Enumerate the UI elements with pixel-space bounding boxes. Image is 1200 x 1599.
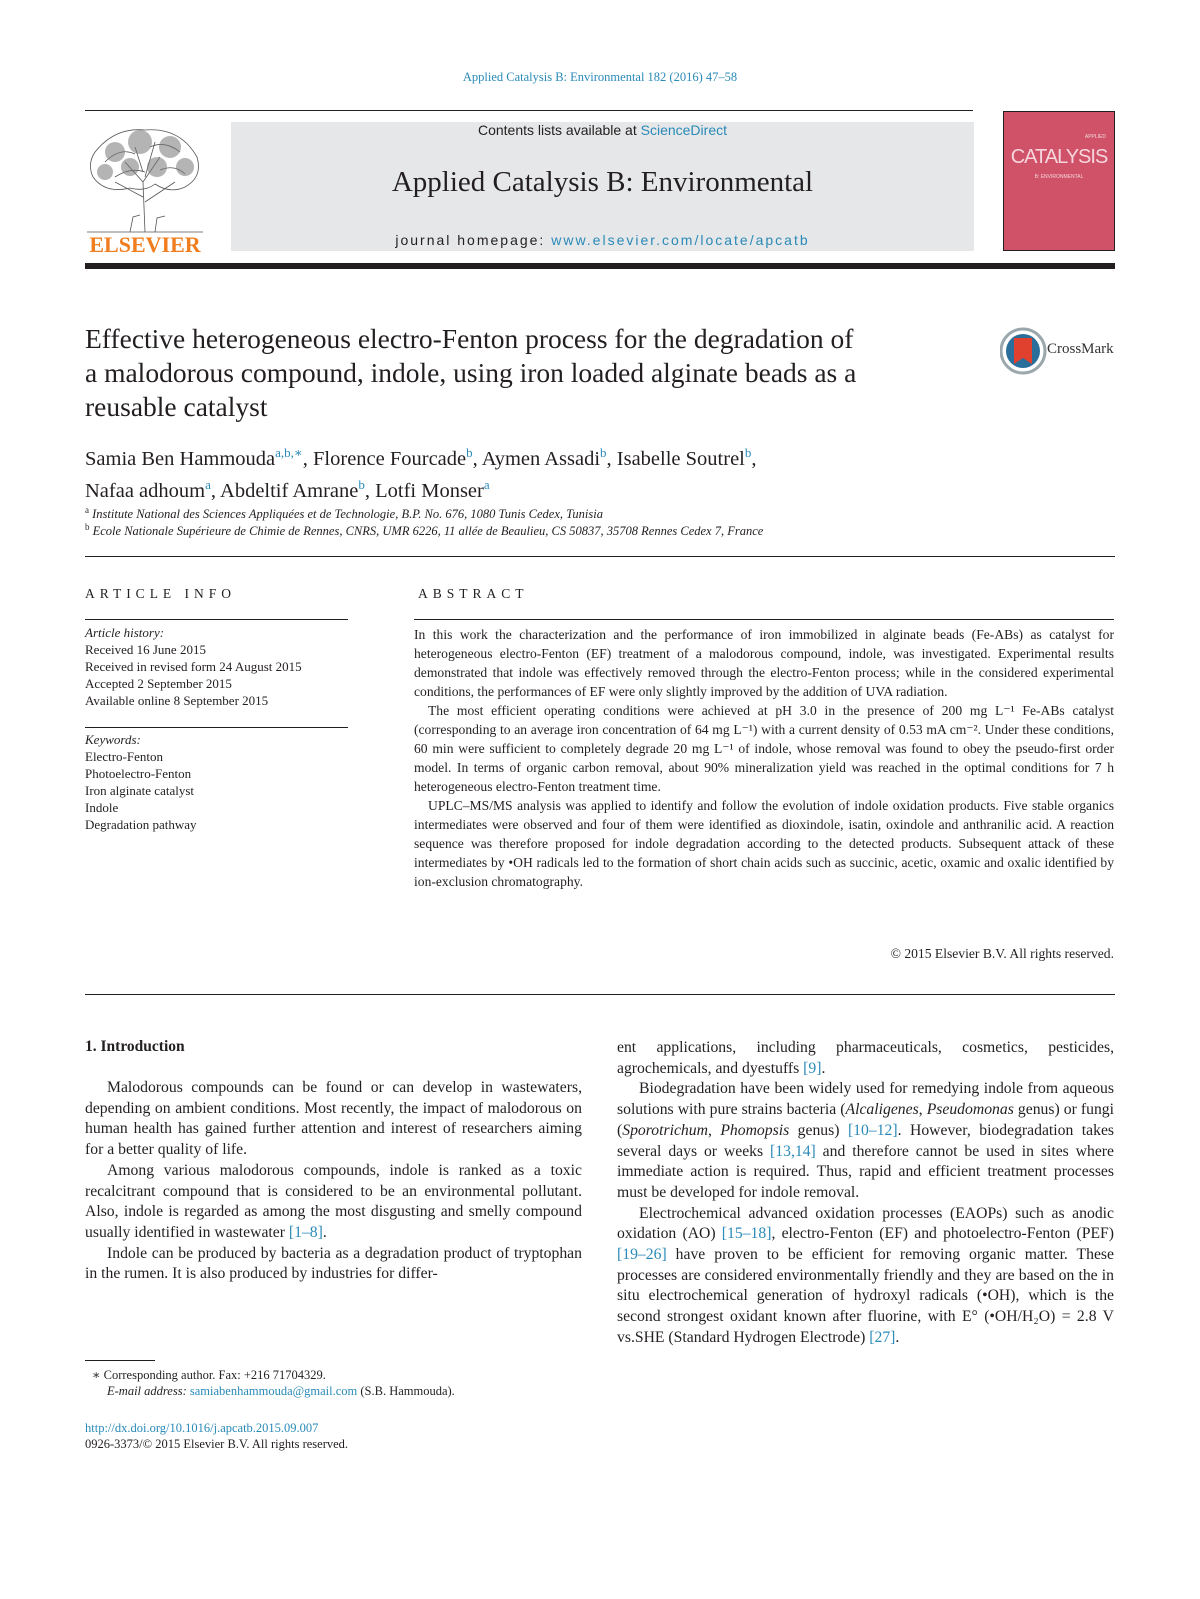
- keywords-label: Keywords:: [85, 732, 141, 747]
- paragraph-text: and therefore cannot be used in sites where immediate action is required. Thus, rapid and efficient treatment processes must be developed for indole removal.: [617, 1142, 1114, 1201]
- affiliation-mark: a: [85, 505, 89, 515]
- paragraph-text: ent applications, including pharmaceuticals, cosmetics, pesticides, agrochemicals, and dyestuffs: [617, 1039, 1114, 1077]
- author-separator: ,: [751, 447, 757, 470]
- history-item: Accepted 2 September 2015: [85, 676, 232, 691]
- citation-link[interactable]: [1–8]: [288, 1223, 323, 1241]
- cover-title: CATALYSIS: [1010, 146, 1108, 168]
- author[interactable]: Lotfi Monser: [375, 479, 484, 502]
- author-list: [85, 440, 1085, 504]
- author-separator: ,: [472, 447, 482, 470]
- journal-homepage-link[interactable]: www.elsevier.com/locate/apcatb: [551, 232, 810, 248]
- author-affiliation-mark[interactable]: a: [205, 476, 211, 492]
- author-separator: ,: [210, 479, 221, 502]
- abstract-body: [414, 625, 1114, 891]
- body-paragraph: Malodorous compounds can be found or can develop in wastewaters, depending on ambient conditions. Most recently, the impact of malodorous on human health has gained further attention and interest of researchers aiming for a better quality of life.: [85, 1079, 582, 1159]
- contents-prefix: Contents lists available at: [477, 122, 641, 138]
- abstract-copyright: © 2015 Elsevier B.V. All rights reserved.: [890, 946, 1114, 961]
- header-thick-rule: [85, 263, 1115, 269]
- crossmark-label[interactable]: CrossMark: [1047, 341, 1114, 357]
- paragraph-text: genus) or fungi (: [617, 1101, 1115, 1139]
- email-label: E-mail address:: [107, 1384, 190, 1398]
- author[interactable]: Samia Ben Hammouda: [85, 447, 276, 470]
- article-info-rule: [85, 619, 348, 620]
- body-column-left: [85, 1078, 582, 1285]
- species-name: Phomopsis: [720, 1121, 790, 1139]
- paragraph-text: Biodegradation have been widely used for remedying indole from aqueous solutions with pure strains bacteria (: [617, 1080, 1114, 1119]
- cover-top-text: APPLIED: [1084, 134, 1106, 140]
- author-affiliation-mark[interactable]: a: [483, 476, 490, 492]
- affiliation-text: Institute National des Sciences Appliquées et de Technologie, B.P. No. 676, 1080 Tunis Cedex, Tunisia: [92, 507, 603, 522]
- abstract-paragraph: In this work the characterization and the performance of iron immobilized in alginate beads (Fe-ABs) as catalyst for heterogeneous electro-Fenton (EF) treatment of a malodorous compound, indole, was investigated. Experimental results demonstrated that indole was effectively removed through the electro-Fenton process; while in the considered experimental conditions, the performances of EF were only slightly improved by the addition of UVA radiation.: [414, 627, 1114, 699]
- body-paragraph: [617, 1079, 1114, 1203]
- abstract-rule: [414, 619, 1114, 620]
- keyword: Indole: [85, 800, 119, 815]
- affiliation-mark: b: [85, 522, 90, 532]
- keyword: Iron alginate catalyst: [85, 783, 195, 798]
- paragraph-text: ,: [918, 1101, 927, 1119]
- history-list: [85, 641, 302, 709]
- paragraph-text: Electrochemical advanced oxidation processes (EAOPs) such as anodic oxidation (AO): [617, 1204, 1114, 1243]
- citation-link[interactable]: [13,14]: [770, 1142, 816, 1160]
- paragraph-text: have proven to be efficient for removing organic matter. These processes are considered environmentally friendly and they are based on the in situ electrochemical generation of hydroxyl radicals (•OH), which is the second strongest oxidant known after fluorine, with E° (•OH/H₂O) = 2.8 V vs.SHE (Standard Hydrogen Electrode): [617, 1246, 1114, 1346]
- elsevier-wordmark: ELSEVIER: [89, 232, 201, 257]
- footnote-rule: [85, 1360, 155, 1361]
- citation-link[interactable]: [27]: [869, 1328, 896, 1346]
- citation-link[interactable]: [19–26]: [617, 1246, 667, 1264]
- author-separator: ,: [364, 479, 376, 502]
- history-label: Article history:: [85, 625, 165, 640]
- paragraph-text: .: [322, 1223, 327, 1241]
- journal-title: Applied Catalysis B: Environmental: [391, 166, 814, 198]
- article-info-heading: ARTICLE INFO: [85, 586, 237, 601]
- author-affiliation-mark[interactable]: b: [600, 445, 607, 460]
- abstract-paragraph: UPLC–MS/MS analysis was applied to identify and follow the evolution of indole oxidation products. Five stable organics intermediates were observed and four of them were identified as dioxindole, isatin, oxindole and anthranilic acid. A reaction sequence was therefore proposed for indole degradation according to the detected products. Subsequent attack of these intermediates by •OH radicals led to the formation of short chain acids such as succinic, acetic, oxamic and oxalic identified by ion-exclusion chromatography.: [414, 798, 1114, 889]
- author[interactable]: Isabelle Soutrel: [616, 447, 745, 470]
- body-paragraph: [617, 1038, 1114, 1079]
- homepage-prefix: journal homepage:: [395, 232, 552, 248]
- history-item: Available online 8 September 2015: [85, 693, 269, 708]
- article-title-line: Effective heterogeneous electro-Fenton process for the degradation of: [85, 323, 854, 354]
- journal-reference-link[interactable]: Applied Catalysis B: Environmental 182 (2016) 47–58: [462, 70, 738, 84]
- author-separator: ,: [606, 447, 617, 470]
- affiliation-text: Ecole Nationale Supérieure de Chimie de Rennes, CNRS, UMR 6226, 11 allée de Beaulieu, CS 50837, 35708 Rennes Cedex 7, France: [92, 524, 764, 539]
- paragraph-text: .: [821, 1059, 826, 1077]
- introduction-heading: 1. Introduction: [85, 1038, 185, 1055]
- article-title-line: reusable catalyst: [85, 391, 268, 422]
- author-affiliation-mark[interactable]: a,b,∗: [275, 445, 303, 460]
- article-title-line: a malodorous compound, indole, using iron loaded alginate beads as a: [85, 357, 857, 388]
- paragraph-text: .: [895, 1328, 900, 1346]
- paragraph-text: ,: [707, 1121, 721, 1139]
- species-name: Alcaligenes: [845, 1101, 919, 1119]
- author-affiliation-mark[interactable]: b: [466, 445, 473, 460]
- paragraph-text: genus): [789, 1121, 848, 1139]
- species-name: Sporotrichum: [622, 1121, 708, 1139]
- paragraph-text: , electro-Fenton (EF) and photoelectro-Fenton (PEF): [771, 1225, 1114, 1243]
- body-paragraph: [617, 1204, 1114, 1349]
- paragraph-text: . However, biodegradation takes several days or weeks: [617, 1121, 1115, 1160]
- history-item: Received 16 June 2015: [85, 642, 206, 657]
- author-affiliation-mark[interactable]: b: [358, 476, 365, 492]
- section-rule: [85, 556, 1115, 557]
- abstract-paragraph: The most efficient operating conditions were achieved at pH 3.0 in the presence of 200 mg L⁻¹ Fe-ABs catalyst (corresponding to an average iron concentration of 64 mg L⁻¹) with a current density of 0.53 mA cm⁻². Under these conditions, 60 min were sufficient to completely degrade 20 mg L⁻¹ of indole, whose removal was found to obey the pseudo-first order model. In terms of organic carbon removal, about 90% mineralization yield was reached in the optimal conditions for 7 h heterogeneous electro-Fenton treatment time.: [414, 703, 1114, 794]
- article-title: [85, 322, 985, 424]
- contents-line: [231, 122, 974, 138]
- keywords-list: [85, 748, 197, 833]
- author[interactable]: Abdeltif Amrane: [220, 479, 359, 502]
- history-item: Received in revised form 24 August 2015: [85, 659, 302, 674]
- citation-link[interactable]: [9]: [803, 1059, 822, 1077]
- author[interactable]: Aymen Assadi: [481, 447, 601, 470]
- sciencedirect-link[interactable]: ScienceDirect: [640, 122, 727, 138]
- abstract-heading: ABSTRACT: [418, 586, 529, 601]
- author-affiliation-mark[interactable]: b: [744, 445, 752, 460]
- species-name: Pseudomonas: [926, 1101, 1014, 1119]
- article-info-rule: [85, 727, 348, 728]
- doi-link[interactable]: http://dx.doi.org/10.1016/j.apcatb.2015.09.007: [85, 1421, 319, 1435]
- body-paragraph: [85, 1161, 582, 1244]
- author[interactable]: Florence Fourcade: [313, 447, 467, 470]
- email-link[interactable]: samiabenhammouda@gmail.com: [189, 1384, 358, 1398]
- affiliation-a: [85, 505, 1115, 522]
- header-top-rule: [85, 110, 973, 111]
- issn-line: 0926-3373/© 2015 Elsevier B.V. All rights reserved.: [85, 1437, 349, 1451]
- body-paragraph: Indole can be produced by bacteria as a degradation product of tryptophan in the rumen. It is also produced by industries for differ-: [85, 1244, 582, 1283]
- keyword: Degradation pathway: [85, 817, 197, 832]
- journal-homepage-line: [231, 232, 974, 248]
- email-note: [107, 1384, 455, 1399]
- keyword: Photoelectro-Fenton: [85, 766, 192, 781]
- section-rule: [85, 994, 1115, 995]
- email-suffix: (S.B. Hammouda).: [357, 1384, 455, 1398]
- body-column-right: [617, 1038, 1114, 1349]
- journal-cover-thumbnail[interactable]: [1003, 111, 1115, 251]
- affiliation-b: [85, 522, 1115, 539]
- author-separator: ,: [302, 447, 314, 470]
- corresponding-author-note: ∗ Corresponding author. Fax: +216 71704329.: [92, 1368, 326, 1382]
- cover-subtitle: B: ENVIRONMENTAL: [1034, 174, 1084, 180]
- keyword: Electro-Fenton: [85, 749, 163, 764]
- citation-link[interactable]: [15–18]: [721, 1225, 772, 1243]
- paragraph-text: Among various malodorous compounds, indole is ranked as a toxic recalcitrant compound that is considered to be an environmental pollutant. Also, indole is regarded as among the most disgusting and smelly compound usually identified in wastewater: [85, 1161, 582, 1241]
- citation-link[interactable]: [10–12]: [847, 1121, 898, 1139]
- author[interactable]: Nafaa adhoum: [85, 479, 206, 502]
